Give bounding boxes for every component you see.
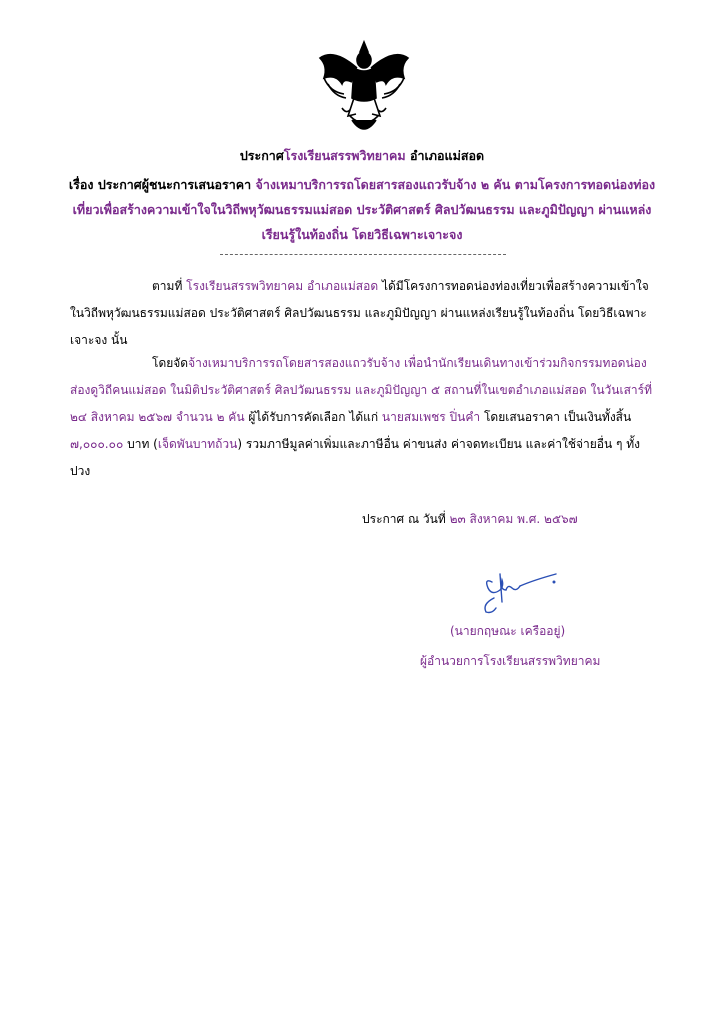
title-prefix: ประกาศ	[239, 148, 284, 163]
dashed-divider	[220, 254, 506, 255]
p2-part-e: โดยเสนอราคา เป็นเงินทั้งสิ้น	[480, 410, 632, 424]
announcement-date	[362, 510, 578, 529]
title-school: โรงเรียนสรรพวิทยาคม	[283, 148, 406, 163]
paragraph-2	[70, 350, 656, 485]
subject-label: เรื่อง ประกาศผู้ชนะการเสนอราคา	[68, 177, 256, 192]
title-district: อำเภอแม่สอด	[405, 148, 485, 163]
p2-part-a: โดยจัด	[152, 356, 189, 370]
handwritten-signature	[470, 568, 560, 618]
signer-position: ผู้อำนวยการโรงเรียนสรรพวิทยาคม	[420, 654, 601, 668]
p2-amount-words: เจ็ดพันบาทถ้วน	[157, 437, 238, 451]
p2-service: จ้างเหมาบริการรถโดยสารสองแถวรับจ้าง เพื่อนำนักเรียนเดินทางเข้าร่วมกิจกรรมทอดน่องส่องดูวิถีคนแม่สอด ในมิติประวัติศาสตร์ ศิลปวัฒนธรรม และภูมิปัญญา ๕ สถานที่ในเขตอำเภอแม่สอด ในวันเสาร์ที่ ๒๔ สิงหาคม ๒๕๖๗ จำนวน ๒ คัน	[70, 356, 652, 424]
subject-text: จ้างเหมาบริการรถโดยสารสองแถวรับจ้าง ๒ คัน ตามโครงการทอดน่องท่องเที่ยวเพื่อสร้างความเข้าใจในวิถีพหุวัฒนธรรมแม่สอด ประวัติศาสตร์ ศิลปวัฒนธรรม และภูมิปัญญา ผ่านแหล่งเรียนรู้ในท้องถิ่น โดยวิธีเฉพาะเจาะจง	[72, 177, 656, 242]
p2-part-c: ผู้ได้รับการคัดเลือก ได้แก่	[244, 410, 382, 424]
p2-part-i: ) รวมภาษีมูลค่าเพิ่มและภาษีอื่น ค่าขนส่ง ค่าจดทะเบียน และค่าใช้จ่ายอื่น ๆ ทั้งปวง	[70, 437, 641, 478]
p2-part-g: บาท (	[123, 437, 158, 451]
announcement-title	[40, 146, 684, 166]
garuda-emblem-icon	[314, 38, 414, 142]
date-label: ประกาศ ณ วันที่	[362, 512, 450, 526]
announcement-subject	[62, 172, 662, 247]
p1-part-d: นั้น	[107, 333, 128, 347]
date-value: ๒๓ สิงหาคม พ.ศ. ๒๕๖๗	[449, 512, 578, 526]
p2-amount: ๗,๐๐๐.๐๐	[70, 437, 124, 451]
p2-winner: นายสมเพชร ปิ่นคำ	[381, 410, 481, 424]
p1-part-a: ตามที่	[152, 279, 187, 293]
p1-school: โรงเรียนสรรพวิทยาคม อำเภอแม่สอด	[186, 279, 379, 293]
signer-name: (นายกฤษณะ เครืออยู่)	[450, 624, 566, 638]
p1-part-c: ได้มีโครงการทอดน่องท่องเที่ยวเพื่อสร้างความเข้าใจในวิถีพหุวัฒนธรรมแม่สอด ประวัติศาสตร์ ศิลปวัฒนธรรม และภูมิปัญญา ผ่านแหล่งเรียนรู้ในท้องถิ่น โดยวิธีเฉพาะเจาะจง	[70, 279, 649, 347]
paragraph-1	[70, 273, 656, 354]
